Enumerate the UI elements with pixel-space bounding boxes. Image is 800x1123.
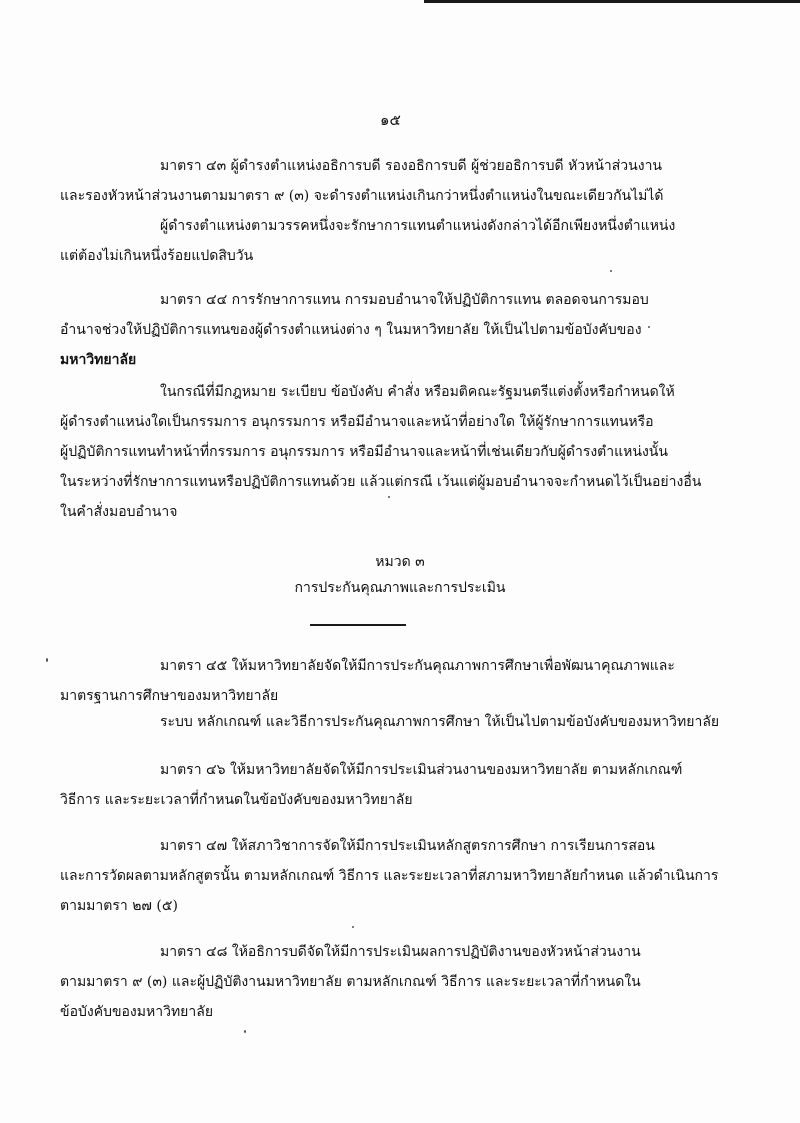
section-48-line-1: มาตรา ๔๘ ให้อธิการบดีจัดให้มีการประเมินผลการปฏิบัติงานของหัวหน้าส่วนงาน: [160, 944, 641, 960]
chapter-subheading: การประกันคุณภาพและการประเมิน: [294, 580, 506, 596]
section-44-line-1: มาตรา ๔๔ การรักษาการแทน การมอบอำนาจให้ปฏิบัติการแทน ตลอดจนการมอบ: [160, 292, 649, 308]
section-47-line-2: และการวัดผลตามหลักสูตรนั้น ตามหลักเกณฑ์ วิธีการ และระยะเวลาที่สภามหาวิทยาลัยกำหนด แล้วดำเนินการ: [60, 868, 719, 884]
section-43-paragraph-2-line-1: ผู้ดำรงตำแหน่งตามวรรคหนึ่งจะรักษาการแทนตำแหน่งดังกล่าวได้อีกเพียงหนึ่งตำแหน่ง: [160, 218, 676, 234]
section-44-paragraph-2-line-1: ในกรณีที่มีกฎหมาย ระเบียบ ข้อบังคับ คำสั่ง หรือมติคณะรัฐมนตรีแต่งตั้งหรือกำหนดให้: [160, 384, 675, 400]
section-43-line-1: มาตรา ๔๓ ผู้ดำรงตำแหน่งอธิการบดี รองอธิการบดี ผู้ช่วยอธิการบดี หัวหน้าส่วนงาน: [160, 158, 662, 174]
scan-speck: [388, 496, 390, 498]
scan-speck: [648, 326, 650, 328]
scan-speck: [46, 658, 48, 662]
section-47-line-1: มาตรา ๔๗ ให้สภาวิชาการจัดให้มีการประเมินหลักสูตรการศึกษา การเรียนการสอน: [160, 838, 655, 854]
page-number: ๑๕: [380, 111, 401, 129]
chapter-divider: [310, 624, 406, 626]
section-44-line-2: อำนาจช่วงให้ปฏิบัติการแทนของผู้ดำรงตำแหน่งต่าง ๆ ในมหาวิทยาลัย ให้เป็นไปตามข้อบังคับของ: [60, 322, 642, 338]
section-45-line-1: มาตรา ๔๕ ให้มหาวิทยาลัยจัดให้มีการประกันคุณภาพการศึกษาเพื่อพัฒนาคุณภาพและ: [160, 658, 675, 674]
scan-speck: [352, 926, 354, 928]
section-47-line-3: ตามมาตรา ๒๗ (๕): [60, 898, 178, 914]
section-45-paragraph-2: ระบบ หลักเกณฑ์ และวิธีการประกันคุณภาพการศึกษา ให้เป็นไปตามข้อบังคับของมหาวิทยาลัย: [160, 714, 720, 730]
section-45-line-2: มาตรฐานการศึกษาของมหาวิทยาลัย: [60, 688, 279, 704]
top-border-line: [424, 0, 800, 3]
section-44-paragraph-2-line-5: ในคำสั่งมอบอำนาจ: [60, 504, 178, 520]
section-44-paragraph-2-line-2: ผู้ดำรงตำแหน่งใดเป็นกรรมการ อนุกรรมการ หรือมีอำนาจและหน้าที่อย่างใด ให้ผู้รักษาการแทนหรือ: [60, 414, 654, 430]
section-44-line-3: มหาวิทยาลัย: [60, 352, 137, 368]
section-48-line-3: ข้อบังคับของมหาวิทยาลัย: [60, 1004, 214, 1020]
chapter-heading: หมวด ๓: [375, 554, 425, 570]
section-44-paragraph-2-line-3: ผู้ปฏิบัติการแทนทำหน้าที่กรรมการ อนุกรรมการ หรือมีอำนาจและหน้าที่เช่นเดียวกับผู้ดำรงตำแหน่งนั้น: [60, 444, 668, 460]
scan-speck: [244, 1030, 246, 1033]
section-46-line-2: วิธีการ และระยะเวลาที่กำหนดในข้อบังคับของมหาวิทยาลัย: [60, 792, 413, 808]
section-44-paragraph-2-line-4: ในระหว่างที่รักษาการแทนหรือปฏิบัติการแทนด้วย แล้วแต่กรณี เว้นแต่ผู้มอบอำนาจจะกำหนดไว้เป็นอย่างอื่น: [60, 474, 702, 490]
section-43-paragraph-2-line-2: แต่ต้องไม่เกินหนึ่งร้อยแปดสิบวัน: [60, 248, 254, 264]
section-48-line-2: ตามมาตรา ๙ (๓) และผู้ปฏิบัติงานมหาวิทยาลัย ตามหลักเกณฑ์ วิธีการ และระยะเวลาที่กำหนดใน: [60, 974, 641, 990]
section-43-line-2: และรองหัวหน้าส่วนงานตามมาตรา ๙ (๓) จะดำรงตำแหน่งเกินกว่าหนึ่งตำแหน่งในขณะเดียวกันไม่ได้: [60, 188, 664, 204]
section-46-line-1: มาตรา ๔๖ ให้มหาวิทยาลัยจัดให้มีการประเมินส่วนงานของมหาวิทยาลัย ตามหลักเกณฑ์: [160, 762, 683, 778]
scan-speck: [610, 270, 612, 272]
